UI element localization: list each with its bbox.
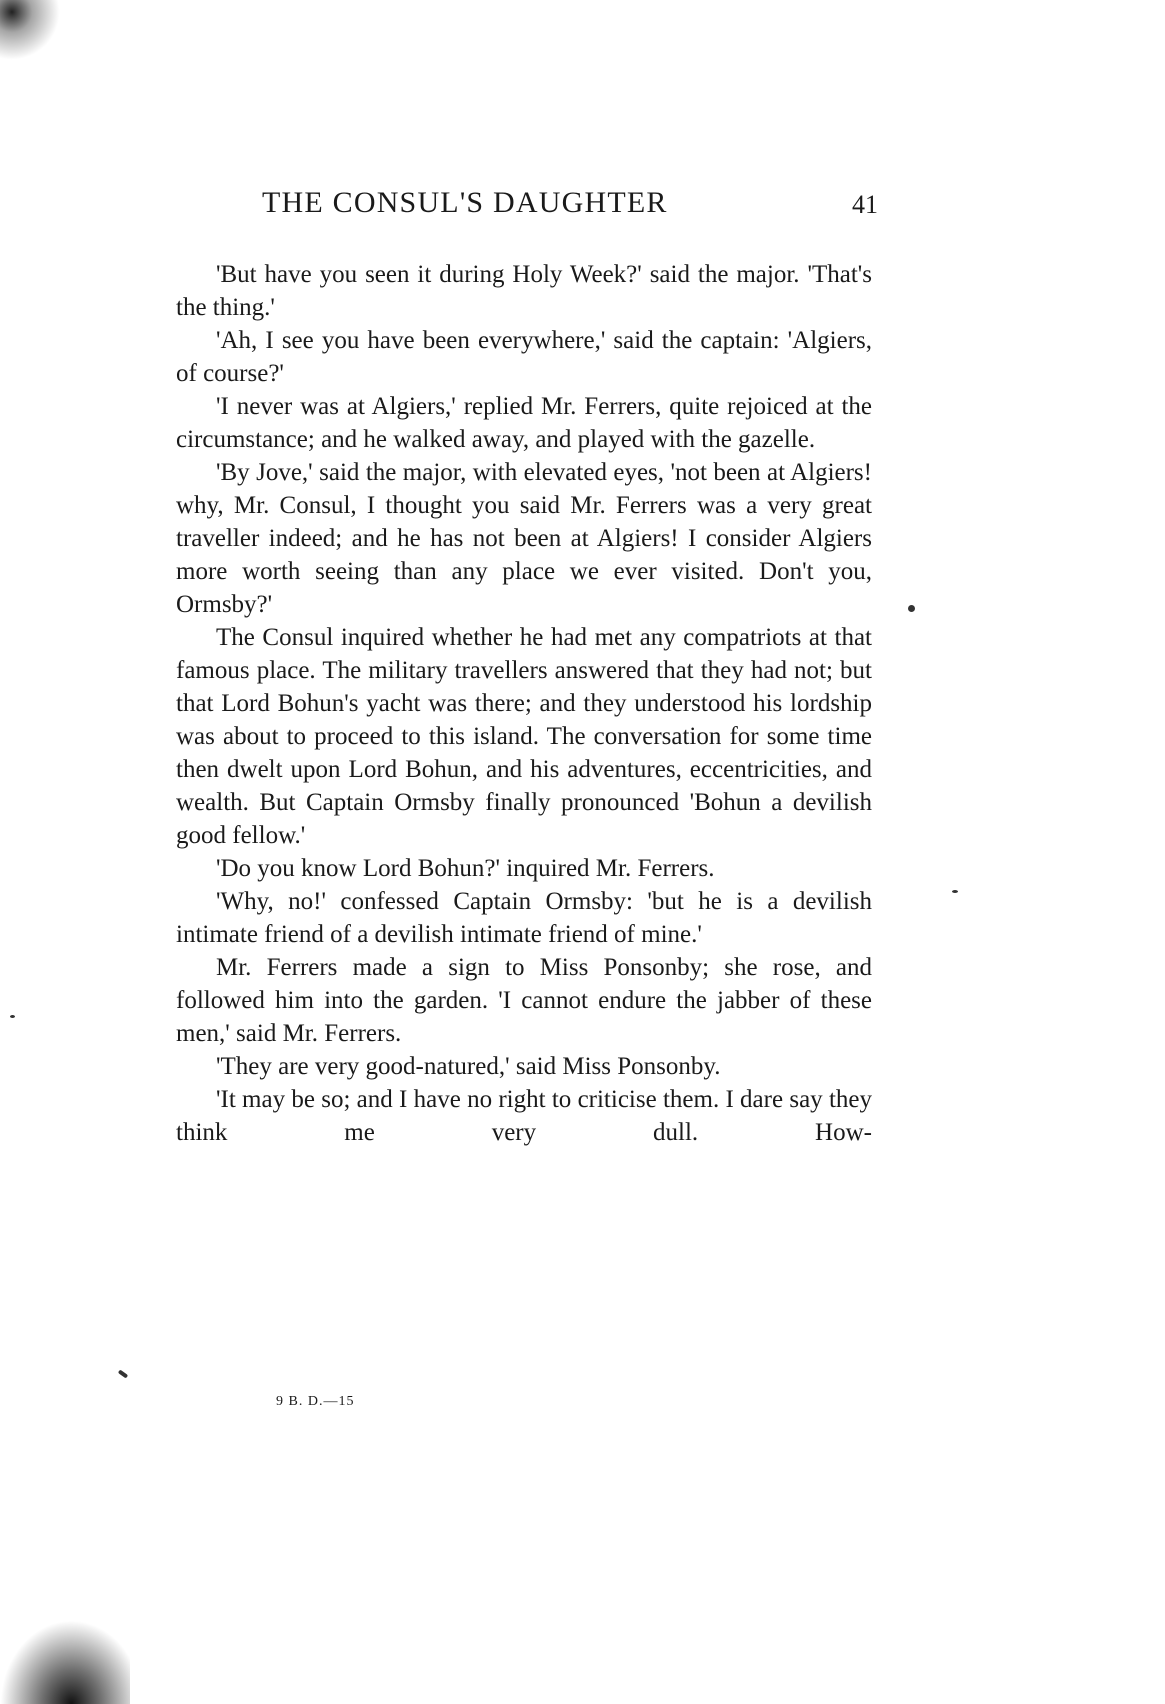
running-head xyxy=(262,186,878,226)
bottom-left-scan-artifact xyxy=(0,1620,130,1704)
margin-dot xyxy=(908,605,915,612)
paragraph: The Consul inquired whether he had met any compatriots at that famous place. The military travellers answered that they had not; but that Lord Bohun's yacht was there; and they understood his lordship was about to proceed to this island. The conversation for some time then dwelt upon Lord Bohun, and his adventures, eccentricities, and wealth. But Captain Ormsby finally pronounced 'Bohun a devilish good fellow.' xyxy=(176,624,872,849)
paragraph: 'I never was at Algiers,' replied Mr. Ferrers, quite rejoiced at the circumstance; and he walked away, and played with the gazelle. xyxy=(176,393,872,453)
paragraph: 'Ah, I see you have been everywhere,' said the captain: 'Algiers, of course?' xyxy=(176,327,872,387)
chapter-title: THE CONSUL'S DAUGHTER xyxy=(262,186,668,219)
paragraph: Mr. Ferrers made a sign to Miss Ponsonby; she rose, and followed him into the garden. 'I cannot endure the jabber of these men,' said Mr. Ferrers. xyxy=(176,954,872,1047)
paragraph: 'But have you seen it during Holy Week?' said the major. 'That's the thing.' xyxy=(176,261,872,321)
body-text xyxy=(176,258,872,1149)
page-number: 41 xyxy=(852,190,878,219)
paragraph: 'They are very good-natured,' said Miss Ponsonby. xyxy=(216,1053,721,1080)
paragraph: 'By Jove,' said the major, with elevated eyes, 'not been at Algiers! why, Mr. Consul, I thought you said Mr. Ferrers was a very great traveller indeed; and he has not been at Algiers! I consider Algiers more worth seeing than any place we ever visited. Don't you, Ormsby?' xyxy=(176,459,872,618)
margin-mark xyxy=(952,890,958,893)
paragraph: 'Do you know Lord Bohun?' inquired Mr. Ferrers. xyxy=(216,855,715,882)
paragraph: 'It may be so; and I have no right to criticise them. I dare say they think me very dull. How- xyxy=(176,1086,872,1146)
signature-mark: 9 B. D.—15 xyxy=(276,1394,355,1409)
margin-mark xyxy=(10,1015,15,1018)
top-left-scan-artifact xyxy=(0,0,60,60)
paragraph: 'Why, no!' confessed Captain Ormsby: 'but he is a devilish intimate friend of a devilish intimate friend of mine.' xyxy=(176,888,872,948)
margin-mark xyxy=(118,1369,128,1378)
